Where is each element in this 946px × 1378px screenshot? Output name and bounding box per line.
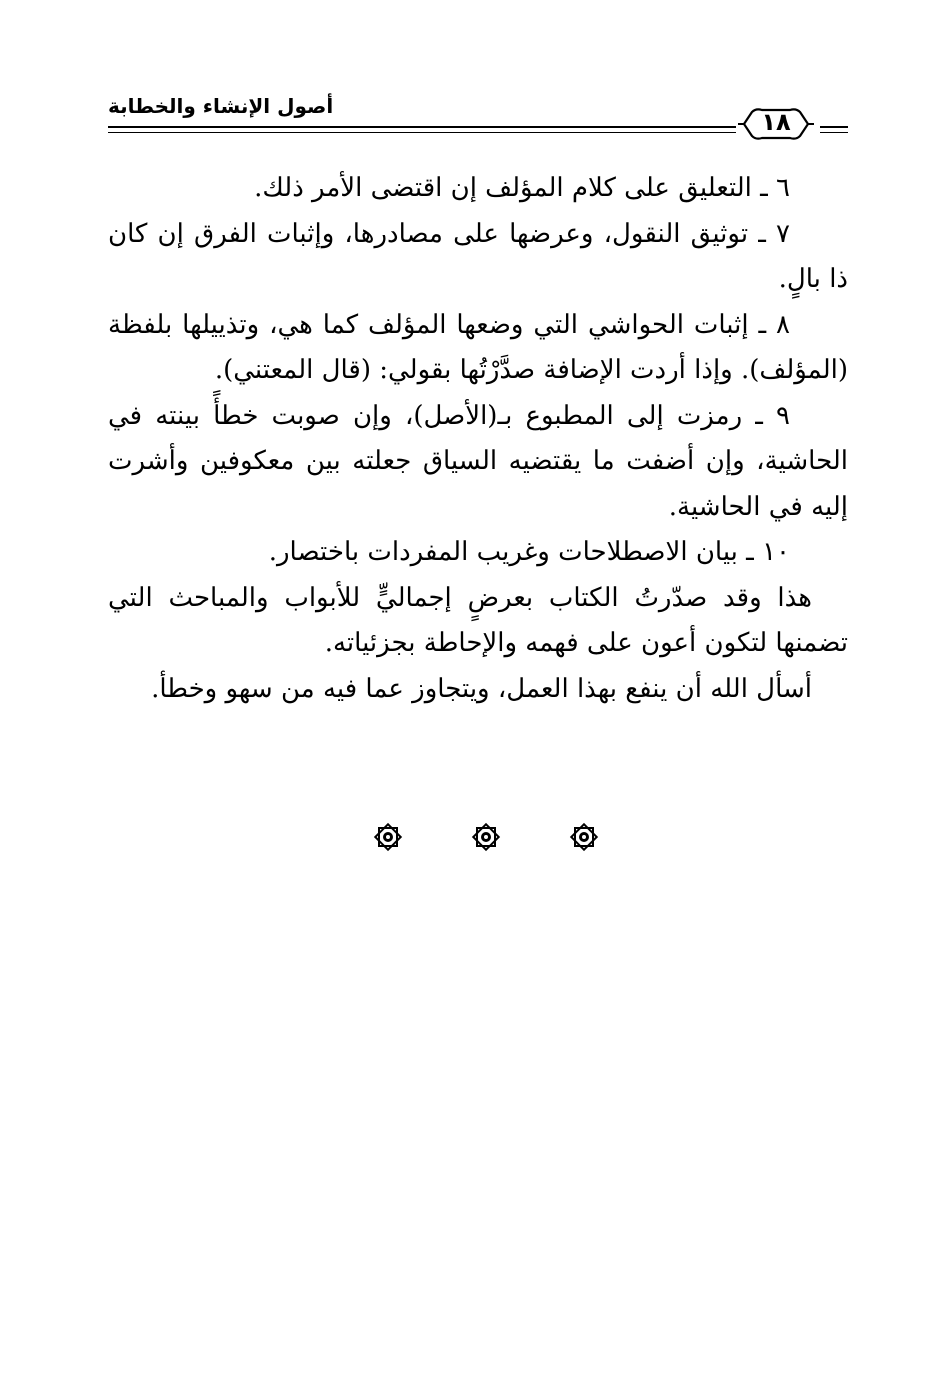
ornament-flower-icon xyxy=(469,820,503,854)
list-item-8: ٨ ـ إثبات الحواشي التي وضعها المؤلف كما هي، وتذييلها بلفظة (المؤلف). وإذا أردت الإضافة صدَّرْتُها بقولي: (قال المعتني). xyxy=(108,309,848,385)
page-number-frame xyxy=(734,104,818,144)
list-item-9: ٩ ـ رمزت إلى المطبوع بـ(الأصل)، وإن صوبت خطأً بينته في الحاشية، وإن أضفت ما يقتضيه السياق جعلته بين معكوفين وأشرت إليه في الحاشية. xyxy=(108,400,848,522)
page-header xyxy=(108,88,848,148)
list-item-10: ١٠ ـ بيان الاصطلاحات وغريب المفردات باختصار. xyxy=(268,537,790,567)
list-item-7: ٧ ـ توثيق النقول، وعرضها على مصادرها، وإثبات الفرق إن كان ذا بالٍ. xyxy=(108,218,848,294)
section-end-ornaments xyxy=(0,820,946,862)
running-title: أصول الإنشاء والخطابة xyxy=(108,94,334,118)
header-rule-left xyxy=(108,126,736,133)
page-body xyxy=(108,166,848,712)
list-item-6: ٦ ـ التعليق على كلام المؤلف إن اقتضى الأمر ذلك. xyxy=(254,173,790,203)
ornament-flower-icon xyxy=(371,820,405,854)
header-rule-right xyxy=(820,126,848,133)
closing-paragraph: هذا وقد صدّرتُ الكتاب بعرضٍ إجماليٍّ للأبواب والمباحث التي تضمنها لتكون أعون على فهمه والإحاطة بجزئياته. xyxy=(108,582,848,658)
page-number: ١٨ xyxy=(761,108,791,136)
ornament-flower-icon xyxy=(567,820,601,854)
closing-prayer: أسأل الله أن ينفع بهذا العمل، ويتجاوز عما فيه من سهو وخطأ. xyxy=(151,673,812,704)
